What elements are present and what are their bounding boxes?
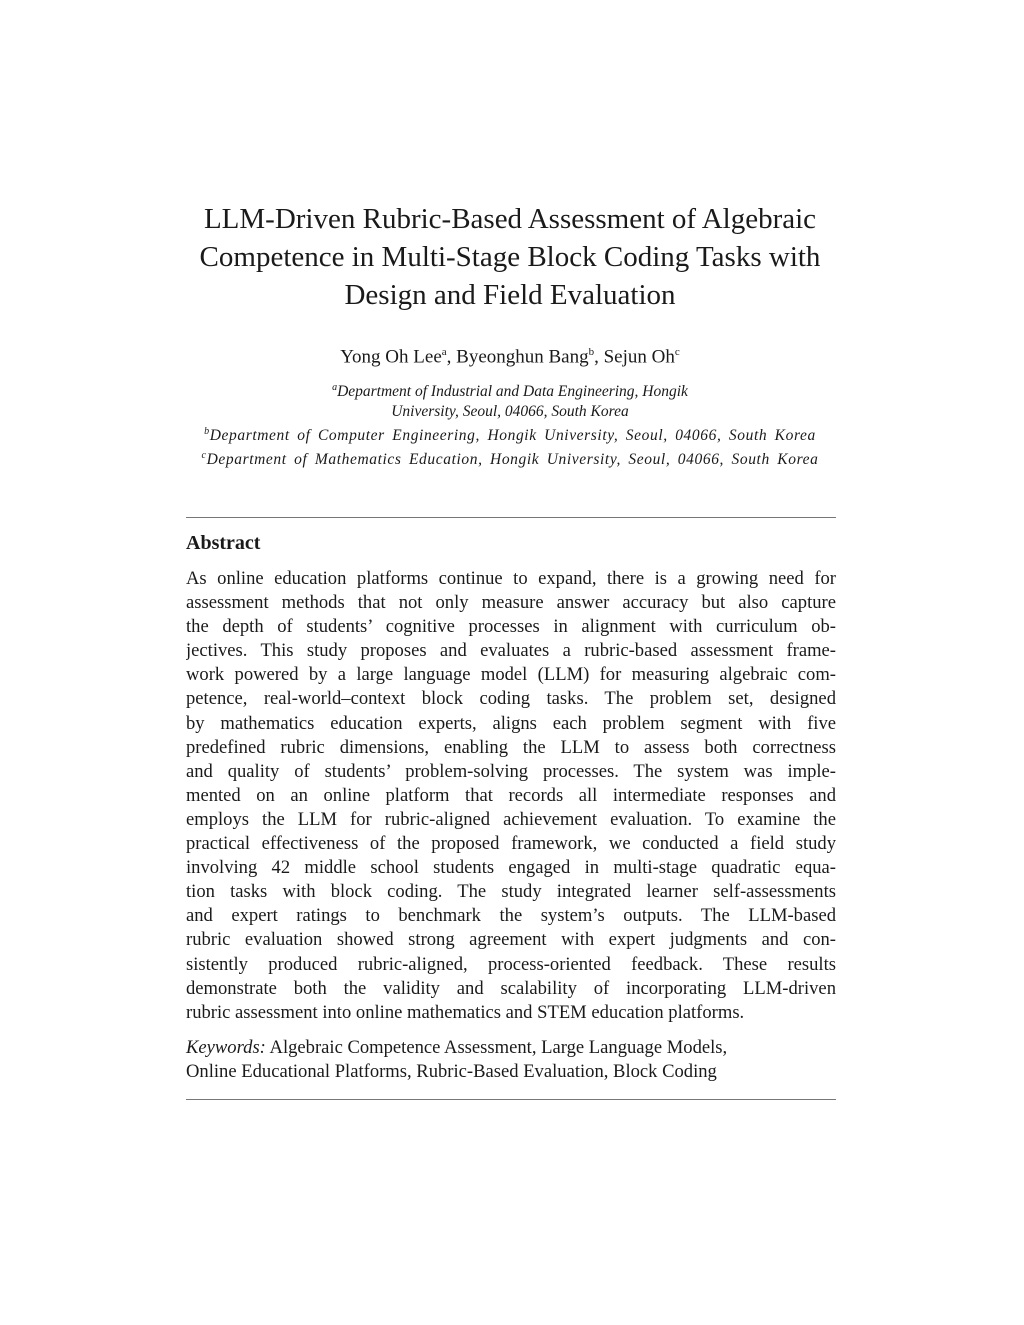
author-name: Byeonghun Bang xyxy=(456,346,589,368)
abstract-line: rubric assessment into online mathematics and STEM education platforms. xyxy=(186,1001,745,1023)
abstract-line: rubric evaluation showed strong agreement with expert judgments and con- xyxy=(186,929,836,951)
author-affiliation-mark: c xyxy=(674,346,680,358)
abstract-line: demonstrate both the validity and scalability of incorporating LLM-driven xyxy=(186,977,836,999)
abstract-line: petence, real-world–context block coding tasks. The problem set, designed xyxy=(186,688,836,710)
paper-title xyxy=(160,200,860,314)
title-line: Design and Field Evaluation xyxy=(344,279,676,311)
author-name: Sejun Oh xyxy=(603,346,675,368)
bottom-divider xyxy=(186,1099,836,1100)
abstract-line: assessment methods that not only measure answer accuracy but also capture xyxy=(186,592,836,614)
abstract-line: sistently produced rubric-aligned, process-oriented feedback. These results xyxy=(186,953,836,975)
keywords xyxy=(186,1036,836,1084)
abstract-line: work powered by a large language model (LLM) for measuring algebraic com- xyxy=(186,664,836,686)
author-affiliation-mark: a xyxy=(441,346,447,358)
keywords-text: Algebraic Competence Assessment, Large Language Models, xyxy=(269,1037,728,1058)
abstract-line: practical effectiveness of the proposed framework, we conducted a field study xyxy=(186,833,836,855)
affiliation-c: $^c$Department of Mathematics Education, Hongik University, Seoul, 04066, South Korea xyxy=(201,450,819,469)
abstract-line: mented on an online platform that records all intermediate responses and xyxy=(186,784,836,806)
author-affiliation-mark: b xyxy=(588,346,595,358)
abstract-heading: Abstract xyxy=(186,532,261,554)
keywords-line: Online Educational Platforms, Rubric-Based Evaluation, Block Coding xyxy=(186,1061,717,1083)
affiliation-b: $^b$Department of Computer Engineering, Hongik University, Seoul, 04066, South Korea xyxy=(204,426,816,445)
abstract-body xyxy=(186,567,836,1025)
abstract-line: tion tasks with block coding. The study integrated learner self-assessments xyxy=(186,881,836,903)
abstract-line: involving 42 middle school students engaged in multi-stage quadratic equa- xyxy=(186,857,836,879)
top-divider xyxy=(186,517,836,518)
affiliation-a-continued: University, Seoul, 04066, South Korea xyxy=(391,403,629,421)
abstract-line: and expert ratings to benchmark the system’s outputs. The LLM-based xyxy=(186,905,836,927)
title-line: Competence in Multi-Stage Block Coding Tasks with xyxy=(199,241,821,273)
affiliations xyxy=(150,378,870,470)
keywords-label: Keywords: xyxy=(186,1037,266,1058)
author-list: Yong Oh Lee$^a$, Byeonghun Bang$^b$, Sejun Oh$^c$ xyxy=(340,346,680,368)
keywords-line xyxy=(186,1036,836,1060)
abstract-line: employs the LLM for rubric-aligned achievement evaluation. To examine the xyxy=(186,808,836,830)
abstract-line: by mathematics education experts, aligns each problem segment with five xyxy=(186,712,836,734)
author-name: Yong Oh Lee xyxy=(340,346,442,368)
affiliation-a: $^a$Department of Industrial and Data Engineering, Hongik xyxy=(332,382,688,401)
abstract-line: and quality of students’ problem-solving processes. The system was imple- xyxy=(186,760,836,782)
abstract-line: predefined rubric dimensions, enabling the LLM to assess both correctness xyxy=(186,736,836,758)
abstract-line: jectives. This study proposes and evaluates a rubric-based assessment frame- xyxy=(186,640,836,662)
title-line: LLM-Driven Rubric-Based Assessment of Algebraic xyxy=(203,203,817,235)
abstract-line: As online education platforms continue to expand, there is a growing need for xyxy=(186,568,836,589)
abstract-line: the depth of students’ cognitive processes in alignment with curriculum ob- xyxy=(186,616,836,638)
